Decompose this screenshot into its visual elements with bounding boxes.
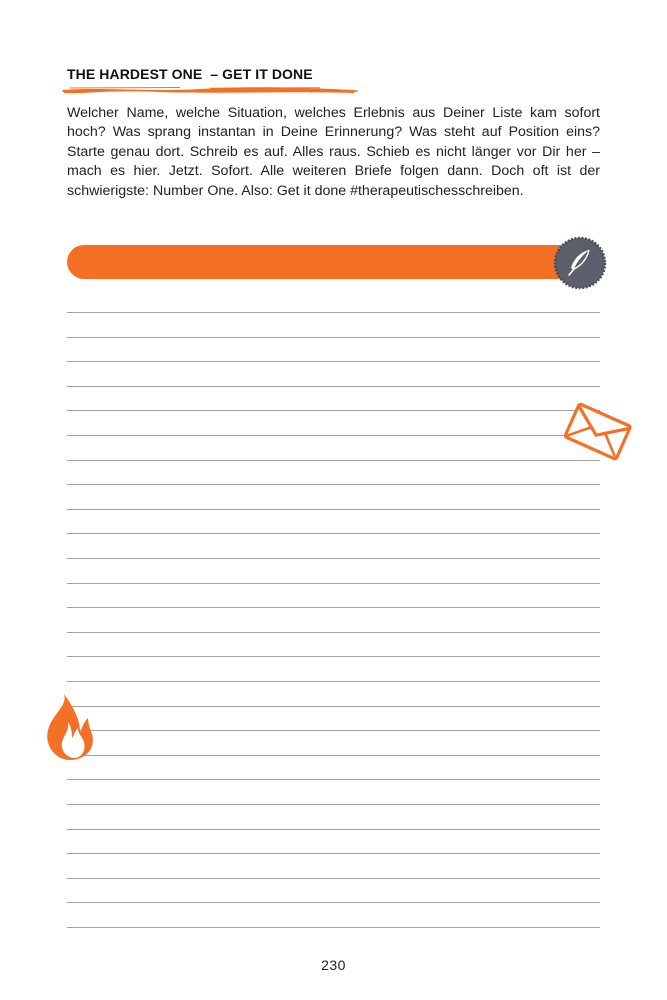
writing-line[interactable] bbox=[67, 779, 600, 780]
writing-line[interactable] bbox=[67, 435, 600, 436]
writing-line[interactable] bbox=[67, 361, 600, 362]
intro-paragraph: Welcher Name, welche Situation, welches Erlebnis aus Deiner Liste kam sofort hoch? Was sprang instantan in Deine Erinnerung? Was steht auf Position eins? Starte genau dort. Schreib es auf. Alles raus. Schieb es nicht länger vor Dir her – mach es hier. Jetzt. Sofort. Alle weiteren Briefe folgen dann. Doch oft ist der schwierigste: Number One. Also: Get it done #therapeutischesschreiben. bbox=[67, 105, 600, 199]
writing-line[interactable] bbox=[67, 632, 600, 633]
banner bbox=[67, 245, 587, 279]
writing-line[interactable] bbox=[67, 927, 600, 928]
writing-line[interactable] bbox=[67, 878, 600, 879]
section-heading: THE HARDEST ONE – GET IT DONE bbox=[67, 66, 313, 82]
writing-line[interactable] bbox=[67, 484, 600, 485]
writing-line[interactable] bbox=[67, 558, 600, 559]
flame-icon bbox=[42, 692, 98, 762]
writing-line[interactable] bbox=[67, 804, 600, 805]
quill-icon bbox=[553, 236, 607, 290]
writing-line[interactable] bbox=[67, 533, 600, 534]
writing-line[interactable] bbox=[67, 730, 600, 731]
writing-line[interactable] bbox=[67, 755, 600, 756]
banner-label: BRIEF NUMBER ONE bbox=[182, 9, 351, 25]
brush-underline bbox=[60, 84, 360, 96]
writing-line[interactable] bbox=[67, 460, 600, 461]
writing-line[interactable] bbox=[67, 312, 600, 313]
writing-line[interactable] bbox=[67, 656, 600, 657]
envelope-icon bbox=[560, 398, 638, 464]
writing-line[interactable] bbox=[67, 410, 600, 411]
writing-line[interactable] bbox=[67, 583, 600, 584]
writing-line[interactable] bbox=[67, 681, 600, 682]
writing-line[interactable] bbox=[67, 829, 600, 830]
writing-line[interactable] bbox=[67, 853, 600, 854]
writing-line[interactable] bbox=[67, 337, 600, 338]
writing-line[interactable] bbox=[67, 386, 600, 387]
page-number: 230 bbox=[321, 957, 346, 973]
writing-line[interactable] bbox=[67, 607, 600, 608]
writing-line[interactable] bbox=[67, 706, 600, 707]
writing-line[interactable] bbox=[67, 509, 600, 510]
writing-line[interactable] bbox=[67, 902, 600, 903]
